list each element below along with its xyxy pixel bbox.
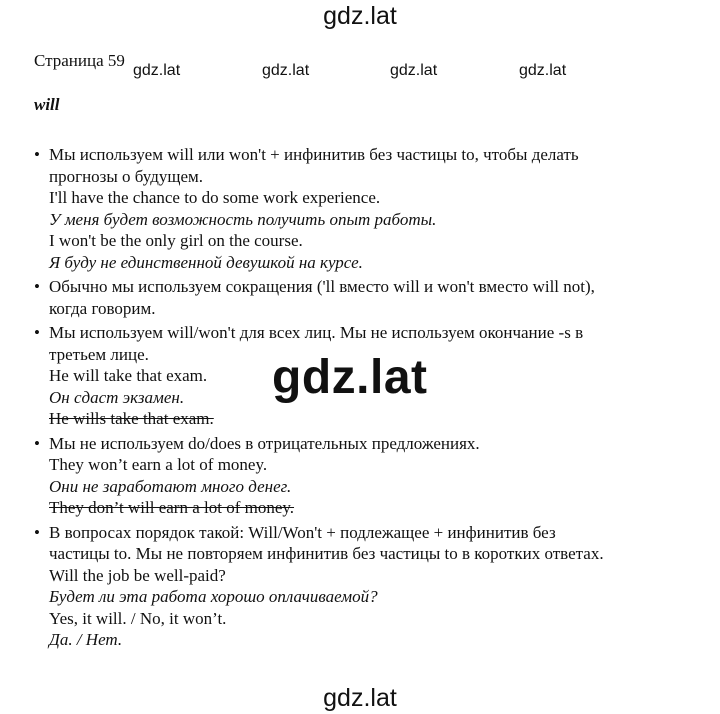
rule-text: • Мы используем will/won't для всех лиц. Мы не используем окончание -s в: [49, 323, 584, 342]
rule-item-predictions: [34, 144, 694, 273]
section-heading: will: [34, 95, 60, 114]
example-translation: Да. / Нет.: [49, 630, 123, 649]
example-english: They won’t earn a lot of money.: [49, 455, 268, 474]
watermark-small-3: gdz.lat: [390, 62, 438, 79]
example-english: Will the job be well-paid?: [49, 565, 226, 585]
rule-item-negatives: [34, 433, 694, 519]
example-translation: У меня будет возможность получить опыт работы.: [49, 209, 437, 229]
wrong-example: They don’t will earn a lot of money.: [49, 498, 295, 517]
rule-text: когда говорим.: [49, 298, 156, 318]
page-title: Страница 59: [34, 51, 125, 70]
wrong-example: He wills take that exam.: [49, 409, 214, 428]
rule-text: третьем лице.: [49, 344, 149, 364]
example-english: I'll have the chance to do some work experience.: [49, 188, 381, 207]
rule-text: • Обычно мы используем сокращения ('ll вместо will и won't вместо will not),: [49, 277, 595, 296]
example-translation: Будет ли эта работа хорошо оплачиваемой?: [49, 587, 378, 606]
watermark-center: gdz.lat: [272, 351, 428, 404]
example-english: I won't be the only girl on the course.: [49, 231, 303, 250]
watermark-top: gdz.lat: [323, 2, 397, 30]
rule-text: частицы to. Мы не повторяем инфинитив без частицы to в коротких ответах.: [49, 544, 604, 563]
example-english: He will take that exam.: [49, 366, 208, 385]
rule-item-questions: [34, 522, 694, 651]
watermark-small-4: gdz.lat: [519, 62, 567, 79]
watermark-small-1: gdz.lat: [133, 62, 181, 79]
rule-text: • В вопросах порядок такой: Will/Won't + подлежащее + инфинитив без: [49, 522, 556, 542]
example-translation: Они не заработают много денег.: [49, 476, 292, 496]
rule-text: прогнозы о будущем.: [49, 166, 204, 186]
watermark-bottom: gdz.lat: [323, 684, 397, 712]
rule-text: • Мы используем will или won't + инфинитив без частицы to, чтобы делать: [49, 145, 579, 164]
rule-item-contractions: [34, 276, 694, 319]
watermark-small-2: gdz.lat: [262, 62, 310, 79]
example-translation: Я буду не единственной девушкой на курсе.: [49, 252, 363, 272]
example-english: Yes, it will. / No, it won’t.: [49, 608, 227, 628]
example-translation: Он сдаст экзамен.: [49, 387, 185, 407]
rule-text: • Мы не используем do/does в отрицательных предложениях.: [49, 433, 480, 453]
